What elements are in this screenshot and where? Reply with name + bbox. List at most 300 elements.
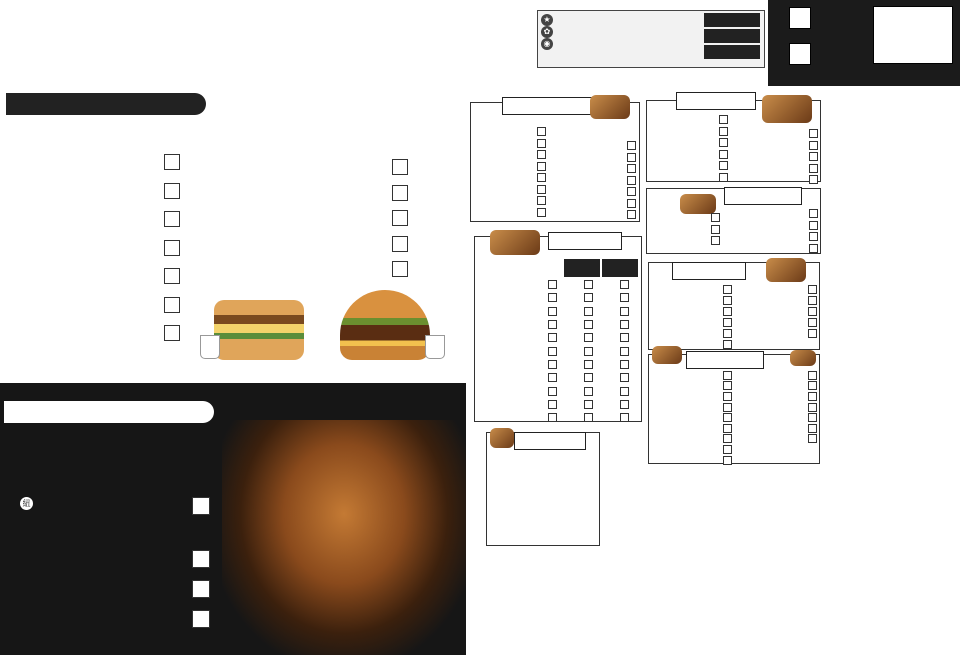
item-price-group <box>699 115 728 124</box>
item-checkbox[interactable] <box>719 138 728 147</box>
sandwich-image <box>214 300 304 360</box>
menu-item[interactable] <box>478 344 638 357</box>
menu-item[interactable] <box>730 163 818 175</box>
item-checkbox[interactable] <box>719 150 728 159</box>
item-column <box>652 284 732 350</box>
star-icon: ★ <box>541 14 553 26</box>
item-checkbox[interactable] <box>192 580 210 598</box>
item-checkbox[interactable] <box>627 176 636 185</box>
menu-item[interactable] <box>652 423 732 434</box>
menu-item[interactable] <box>735 370 817 381</box>
item-checkbox[interactable] <box>723 403 732 412</box>
dan-header <box>478 258 638 278</box>
set-item[interactable] <box>18 266 198 295</box>
item-price-group <box>600 360 636 369</box>
menu-item[interactable] <box>730 231 818 243</box>
item-price-group <box>517 208 546 217</box>
item-checkbox[interactable] <box>809 244 818 253</box>
menu-item[interactable] <box>650 224 720 236</box>
item-price-group <box>703 296 732 305</box>
item-checkbox[interactable] <box>723 329 732 338</box>
item-checkbox[interactable] <box>723 285 732 294</box>
sugar-options <box>704 13 760 59</box>
beef-icon: 紐 <box>20 497 33 510</box>
section-title <box>672 262 746 280</box>
menu-item[interactable] <box>652 412 732 423</box>
menu-item[interactable] <box>548 186 636 198</box>
sugar-option[interactable] <box>704 13 760 27</box>
item-checkbox[interactable] <box>537 173 546 182</box>
item-checkbox[interactable] <box>723 371 732 380</box>
item-price-group <box>789 175 818 184</box>
item-checkbox[interactable] <box>392 185 408 201</box>
menu-item[interactable] <box>474 138 546 150</box>
item-price-group <box>789 209 818 218</box>
sugar-option[interactable] <box>704 45 760 59</box>
item-price-group <box>600 387 636 396</box>
item-price-group <box>517 196 546 205</box>
menu-item[interactable] <box>652 370 732 381</box>
menu-item[interactable] <box>652 391 732 402</box>
menu-item[interactable] <box>478 305 638 318</box>
item-checkbox[interactable] <box>620 387 629 396</box>
item-column <box>650 114 728 183</box>
item-checkbox[interactable] <box>620 320 629 329</box>
item-price-group <box>703 456 732 465</box>
item-price-group <box>607 153 636 162</box>
item-checkbox[interactable] <box>164 268 180 284</box>
item-checkbox[interactable] <box>164 183 180 199</box>
noodle-thumb <box>766 258 806 282</box>
item-checkbox[interactable] <box>548 293 557 302</box>
item-checkbox[interactable] <box>808 392 817 401</box>
menu-item[interactable] <box>735 391 817 402</box>
item-price-group <box>600 400 636 409</box>
item-checkbox[interactable] <box>620 280 629 289</box>
item-price-group <box>600 320 636 329</box>
menu-item[interactable] <box>735 423 817 434</box>
item-price-group <box>564 360 600 369</box>
menu-item[interactable] <box>735 328 817 339</box>
leaf-icon: ✿ <box>541 26 553 38</box>
menu-item[interactable] <box>478 278 638 291</box>
item-price-group <box>788 392 817 401</box>
set-item[interactable] <box>222 157 412 183</box>
menu-item[interactable] <box>652 317 732 328</box>
menu-item[interactable] <box>735 412 817 423</box>
menu-item[interactable] <box>650 149 728 161</box>
item-price-group <box>517 162 546 171</box>
item-checkbox[interactable] <box>719 127 728 136</box>
item-checkbox[interactable] <box>192 497 210 515</box>
addon-item[interactable] <box>42 550 222 580</box>
item-checkbox[interactable] <box>537 162 546 171</box>
dan-table <box>478 258 638 424</box>
menu-item[interactable] <box>652 402 732 413</box>
item-checkbox[interactable] <box>537 139 546 148</box>
menu-item[interactable] <box>735 284 817 295</box>
item-price-group <box>691 225 720 234</box>
item-checkbox[interactable] <box>584 413 593 422</box>
menu-item[interactable] <box>478 358 638 371</box>
menu-item[interactable] <box>478 371 638 384</box>
menu-item[interactable] <box>735 317 817 328</box>
menu-item[interactable] <box>548 198 636 210</box>
beef-photo <box>222 420 466 655</box>
menu-item[interactable] <box>478 384 638 397</box>
item-price-group <box>699 173 728 182</box>
item-checkbox[interactable] <box>620 333 629 342</box>
item-checkbox[interactable] <box>809 209 818 218</box>
menu-item[interactable] <box>474 172 546 184</box>
item-checkbox[interactable] <box>584 280 593 289</box>
dine-in-checkbox[interactable] <box>789 7 811 29</box>
menu-item[interactable] <box>548 163 636 175</box>
egg-icon: ◉ <box>541 38 553 50</box>
american-banner <box>6 93 206 115</box>
item-checkbox[interactable] <box>627 164 636 173</box>
menu-item[interactable] <box>735 402 817 413</box>
item-price-group <box>788 403 817 412</box>
toast-thumb <box>762 95 812 123</box>
menu-item[interactable] <box>478 331 638 344</box>
dan-column-header <box>564 259 600 277</box>
item-price-group <box>789 244 818 253</box>
menu-item[interactable] <box>652 444 732 455</box>
item-checkbox[interactable] <box>719 173 728 182</box>
set-item[interactable] <box>222 234 412 260</box>
item-price-group <box>788 424 817 433</box>
item-checkbox[interactable] <box>808 434 817 443</box>
menu-item[interactable] <box>652 328 732 339</box>
addon-item[interactable] <box>42 610 222 640</box>
item-checkbox[interactable] <box>723 413 732 422</box>
set-item[interactable] <box>18 152 198 181</box>
item-checkbox[interactable] <box>808 329 817 338</box>
menu-item[interactable] <box>478 291 638 304</box>
item-column <box>730 128 818 186</box>
item-checkbox[interactable] <box>392 261 408 277</box>
item-checkbox[interactable] <box>808 371 817 380</box>
item-price-group <box>699 150 728 159</box>
item-price-group <box>528 373 564 382</box>
item-checkbox[interactable] <box>711 236 720 245</box>
menu-item[interactable] <box>474 161 546 173</box>
menu-item[interactable] <box>730 140 818 152</box>
item-price-group <box>600 333 636 342</box>
set-item[interactable] <box>222 183 412 209</box>
item-column <box>650 212 720 247</box>
menu-item[interactable] <box>474 126 546 138</box>
item-checkbox[interactable] <box>711 213 720 222</box>
menu-item[interactable] <box>478 411 638 424</box>
item-price-group <box>703 371 732 380</box>
item-checkbox[interactable] <box>719 161 728 170</box>
item-checkbox[interactable] <box>584 373 593 382</box>
item-checkbox[interactable] <box>537 208 546 217</box>
menu-item[interactable] <box>735 434 817 445</box>
item-checkbox[interactable] <box>627 141 636 150</box>
item-checkbox[interactable] <box>584 293 593 302</box>
item-checkbox[interactable] <box>584 307 593 316</box>
item-price-group <box>528 347 564 356</box>
menu-item[interactable] <box>548 152 636 164</box>
menu-item[interactable] <box>730 220 818 232</box>
item-checkbox[interactable] <box>719 115 728 124</box>
addon-item[interactable] <box>42 580 222 610</box>
item-checkbox[interactable] <box>584 360 593 369</box>
set-item[interactable] <box>18 209 198 238</box>
item-column <box>548 140 636 221</box>
menu-item[interactable] <box>548 209 636 221</box>
menu-item[interactable] <box>478 398 638 411</box>
menu-item[interactable] <box>650 172 728 184</box>
item-checkbox[interactable] <box>808 381 817 390</box>
item-price-group <box>691 213 720 222</box>
set-item[interactable] <box>18 295 198 324</box>
item-checkbox[interactable] <box>723 381 732 390</box>
wrap-thumb <box>490 428 514 448</box>
item-checkbox[interactable] <box>192 550 210 568</box>
legend-item <box>541 14 556 26</box>
item-checkbox[interactable] <box>627 153 636 162</box>
item-checkbox[interactable] <box>537 196 546 205</box>
item-price-group <box>517 150 546 159</box>
item-price-group <box>564 280 600 289</box>
item-checkbox[interactable] <box>548 360 557 369</box>
item-price-group <box>600 373 636 382</box>
menu-item[interactable] <box>652 284 732 295</box>
item-price-group <box>528 307 564 316</box>
item-checkbox[interactable] <box>584 333 593 342</box>
set-item[interactable] <box>18 323 198 352</box>
item-checkbox[interactable] <box>584 387 593 396</box>
coffee-cup-icon <box>425 335 445 359</box>
item-checkbox[interactable] <box>627 187 636 196</box>
item-price-group <box>703 285 732 294</box>
item-price-group <box>528 293 564 302</box>
item-checkbox[interactable] <box>620 347 629 356</box>
menu-item[interactable] <box>474 195 546 207</box>
item-checkbox[interactable] <box>723 307 732 316</box>
item-checkbox[interactable] <box>809 221 818 230</box>
menu-item[interactable] <box>548 175 636 187</box>
item-price-group <box>788 296 817 305</box>
item-checkbox[interactable] <box>548 333 557 342</box>
item-price-group <box>528 280 564 289</box>
item-checkbox[interactable] <box>620 400 629 409</box>
menu-item[interactable] <box>650 114 728 126</box>
item-price-group <box>564 373 600 382</box>
item-checkbox[interactable] <box>620 293 629 302</box>
item-checkbox[interactable] <box>392 236 408 252</box>
item-checkbox[interactable] <box>164 211 180 227</box>
item-price-group <box>788 307 817 316</box>
menu-item[interactable] <box>730 128 818 140</box>
item-checkbox[interactable] <box>723 318 732 327</box>
item-checkbox[interactable] <box>723 340 732 349</box>
item-checkbox[interactable] <box>711 225 720 234</box>
item-price-group <box>607 164 636 173</box>
item-price-group <box>600 413 636 422</box>
item-price-group <box>607 141 636 150</box>
item-checkbox[interactable] <box>808 307 817 316</box>
item-checkbox[interactable] <box>548 373 557 382</box>
item-price-group <box>703 381 732 390</box>
item-checkbox[interactable] <box>723 296 732 305</box>
item-price-group <box>517 173 546 182</box>
menu-item[interactable] <box>730 208 818 220</box>
item-checkbox[interactable] <box>808 403 817 412</box>
beef-main-item[interactable] <box>20 497 220 510</box>
item-column <box>474 126 546 218</box>
item-checkbox[interactable] <box>808 296 817 305</box>
menu-item[interactable] <box>650 137 728 149</box>
item-price-group <box>528 333 564 342</box>
item-checkbox[interactable] <box>723 434 732 443</box>
menu-item[interactable] <box>652 295 732 306</box>
menu-item[interactable] <box>735 295 817 306</box>
item-checkbox[interactable] <box>808 424 817 433</box>
legend-item <box>541 38 556 50</box>
menu-item[interactable] <box>730 174 818 186</box>
item-price-group <box>788 381 817 390</box>
american-col-right <box>222 157 412 285</box>
item-checkbox[interactable] <box>548 307 557 316</box>
set-item[interactable] <box>18 238 198 267</box>
take-out-checkbox[interactable] <box>789 43 811 65</box>
menu-item[interactable] <box>474 184 546 196</box>
snack-thumb <box>790 350 816 366</box>
item-checkbox[interactable] <box>723 456 732 465</box>
item-price-group <box>789 141 818 150</box>
item-checkbox[interactable] <box>164 297 180 313</box>
item-checkbox[interactable] <box>809 141 818 150</box>
set-item[interactable] <box>18 181 198 210</box>
eggroll-thumb <box>490 230 540 255</box>
item-price-group <box>788 434 817 443</box>
item-price-group <box>703 424 732 433</box>
menu-item[interactable] <box>652 434 732 445</box>
item-checkbox[interactable] <box>537 127 546 136</box>
item-price-group <box>788 371 817 380</box>
item-checkbox[interactable] <box>809 232 818 241</box>
item-checkbox[interactable] <box>808 285 817 294</box>
item-price-group <box>699 161 728 170</box>
menu-item[interactable] <box>735 306 817 317</box>
item-price-group <box>517 127 546 136</box>
legend-item <box>541 26 556 38</box>
item-checkbox[interactable] <box>584 347 593 356</box>
item-checkbox[interactable] <box>808 413 817 422</box>
addon-list <box>42 550 222 640</box>
item-price-group <box>607 176 636 185</box>
menu-item[interactable] <box>730 151 818 163</box>
item-price-group <box>703 413 732 422</box>
item-checkbox[interactable] <box>548 400 557 409</box>
table-number-field[interactable] <box>873 6 953 64</box>
item-checkbox[interactable] <box>809 164 818 173</box>
section-title <box>502 97 592 115</box>
item-checkbox[interactable] <box>537 185 546 194</box>
item-checkbox[interactable] <box>627 210 636 219</box>
american-col-left <box>18 152 198 352</box>
menu-item[interactable] <box>474 149 546 161</box>
section-title <box>548 232 622 250</box>
item-checkbox[interactable] <box>584 320 593 329</box>
menu-item[interactable] <box>730 243 818 255</box>
item-checkbox[interactable] <box>809 152 818 161</box>
set-item[interactable] <box>222 259 412 285</box>
item-checkbox[interactable] <box>192 610 210 628</box>
item-price-group <box>789 232 818 241</box>
item-checkbox[interactable] <box>723 424 732 433</box>
item-checkbox[interactable] <box>620 307 629 316</box>
item-checkbox[interactable] <box>548 387 557 396</box>
item-price-group <box>600 347 636 356</box>
item-checkbox[interactable] <box>809 129 818 138</box>
item-checkbox[interactable] <box>620 413 629 422</box>
item-checkbox[interactable] <box>537 150 546 159</box>
menu-item[interactable] <box>650 126 728 138</box>
item-checkbox[interactable] <box>164 154 180 170</box>
menu-item[interactable] <box>735 381 817 392</box>
item-checkbox[interactable] <box>584 400 593 409</box>
item-checkbox[interactable] <box>620 360 629 369</box>
item-checkbox[interactable] <box>548 320 557 329</box>
item-checkbox[interactable] <box>808 318 817 327</box>
item-price-group <box>564 320 600 329</box>
item-checkbox[interactable] <box>620 373 629 382</box>
item-price-group <box>600 280 636 289</box>
item-checkbox[interactable] <box>392 210 408 226</box>
coffee-cup-icon <box>200 335 220 359</box>
item-checkbox[interactable] <box>548 347 557 356</box>
menu-item[interactable] <box>650 235 720 247</box>
menu-item[interactable] <box>650 212 720 224</box>
sugar-option[interactable] <box>704 29 760 43</box>
set-item[interactable] <box>222 208 412 234</box>
item-checkbox[interactable] <box>627 199 636 208</box>
section-title <box>676 92 756 110</box>
item-checkbox[interactable] <box>809 175 818 184</box>
item-price-group <box>564 293 600 302</box>
item-price-group <box>564 333 600 342</box>
item-checkbox[interactable] <box>723 445 732 454</box>
menu-item[interactable] <box>650 160 728 172</box>
item-checkbox[interactable] <box>164 325 180 341</box>
item-column <box>730 208 818 254</box>
menu-item[interactable] <box>474 207 546 219</box>
item-price-group <box>789 164 818 173</box>
menu-item[interactable] <box>652 306 732 317</box>
item-checkbox[interactable] <box>548 280 557 289</box>
menu-item[interactable] <box>548 140 636 152</box>
menu-item[interactable] <box>652 381 732 392</box>
item-price-group <box>703 307 732 316</box>
item-checkbox[interactable] <box>164 240 180 256</box>
menu-item[interactable] <box>478 318 638 331</box>
burger-image <box>340 290 430 360</box>
item-checkbox[interactable] <box>723 392 732 401</box>
item-price-group <box>607 199 636 208</box>
burger-thumb <box>590 95 630 119</box>
item-checkbox[interactable] <box>548 413 557 422</box>
item-checkbox[interactable] <box>392 159 408 175</box>
menu-item[interactable] <box>652 455 732 466</box>
item-price-group <box>607 210 636 219</box>
dan-column-header <box>602 259 638 277</box>
